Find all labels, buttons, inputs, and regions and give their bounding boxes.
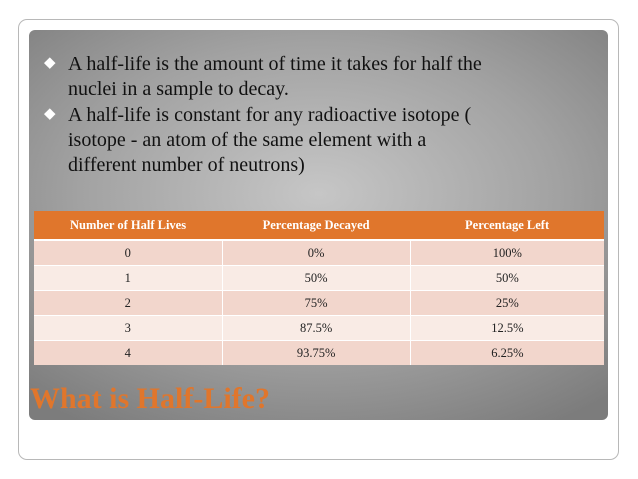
table-cell: 4	[34, 341, 222, 366]
table-cell: 0	[34, 240, 222, 266]
table-cell: 2	[34, 291, 222, 316]
table-row	[34, 291, 604, 316]
table-cell: 3	[34, 316, 222, 341]
column-header: Percentage Decayed	[222, 211, 410, 240]
table-row	[34, 240, 604, 266]
bullet-item	[41, 52, 601, 102]
table-row	[34, 266, 604, 291]
data-table	[34, 211, 604, 365]
table-cell: 25%	[410, 291, 604, 316]
table-cell: 0%	[222, 240, 410, 266]
half-life-table	[34, 211, 604, 365]
table-cell: 50%	[222, 266, 410, 291]
table-cell: 75%	[222, 291, 410, 316]
table-cell: 93.75%	[222, 341, 410, 366]
table-cell: 87.5%	[222, 316, 410, 341]
bullet-line: different number of neutrons)	[68, 154, 305, 176]
bullet-line: nuclei in a sample to decay.	[68, 78, 289, 100]
table-cell: 50%	[410, 266, 604, 291]
column-header: Number of Half Lives	[34, 211, 222, 240]
column-header: Percentage Left	[410, 211, 604, 240]
bullet-item	[41, 103, 601, 178]
bullet-list	[41, 52, 601, 179]
table-cell: 100%	[410, 240, 604, 266]
diamond-bullet-icon: ◆	[44, 55, 56, 71]
table-cell: 6.25%	[410, 341, 604, 366]
diamond-bullet-icon: ◆	[44, 106, 56, 122]
bullet-line: isotope - an atom of the same element with a	[68, 129, 427, 151]
bullet-line: A half-life is the amount of time it takes for half the	[68, 53, 482, 75]
table-row	[34, 316, 604, 341]
table-cell: 1	[34, 266, 222, 291]
bullet-line: A half-life is constant for any radioactive isotope (	[68, 104, 472, 126]
table-cell: 12.5%	[410, 316, 604, 341]
table-header-row	[34, 211, 604, 240]
table-row	[34, 341, 604, 366]
slide-title: What is Half-Life?	[30, 382, 270, 415]
content-panel	[29, 30, 608, 420]
